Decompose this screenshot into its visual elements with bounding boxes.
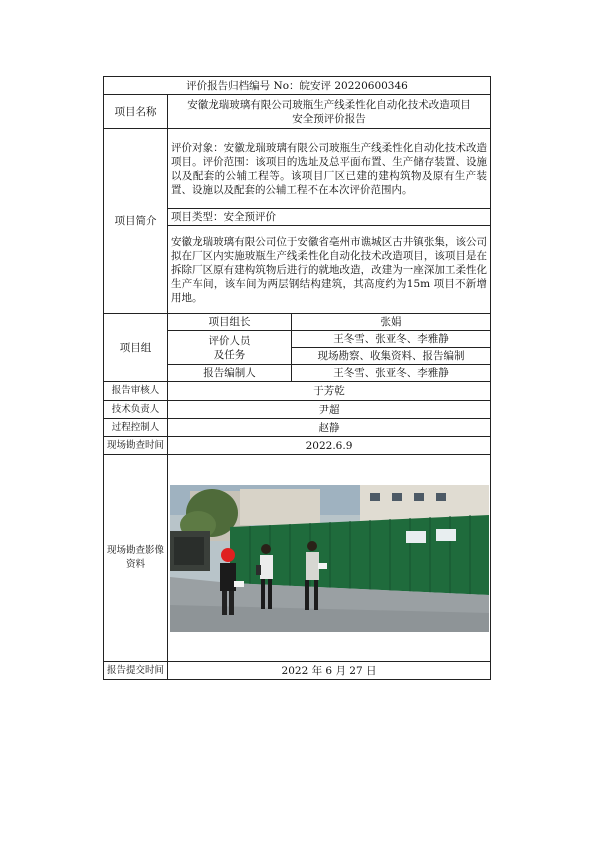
evaluators-label-line1: 评价人员: [208, 334, 251, 347]
archive-number: 评价报告归档编号 No：皖安评 20220600346: [104, 77, 491, 95]
evaluators-tasks-value: 现场勘察、收集资料、报告编制: [292, 348, 491, 365]
project-intro-label: 项目简介: [104, 129, 168, 314]
survey-photo-label-line1: 现场勘查影像: [106, 545, 164, 556]
evaluators-label: [168, 331, 292, 365]
evaluators-value: 王冬雪、张亚冬、李雅静: [292, 331, 491, 348]
record-table: [103, 76, 491, 680]
survey-photo-label: [104, 455, 168, 662]
report-compiler-value: 王冬雪、张亚冬、李雅静: [292, 365, 491, 382]
process-controller-label: 过程控制人: [104, 419, 168, 437]
evaluation-scope-text: 评价对象：安徽龙瑞玻璃有限公司玻瓶生产线柔性化自动化技术改造项目。评价范围：该项目的选址及总平面布置、生产储存装置、设施以及配套的公辅工程等。该项目厂区已建的建构筑物及原有生产装置、设施以及配套的公辅工程不在本次评价范围内。: [168, 129, 491, 209]
tech-lead-value: 尹超: [168, 401, 491, 419]
project-name-value: [168, 95, 491, 129]
team-leader-label: 项目组长: [168, 314, 292, 331]
reviewer-label: 报告审核人: [104, 382, 168, 401]
process-controller-value: 赵静: [168, 419, 491, 437]
submit-time-value: 2022 年 6 月 27 日: [168, 662, 491, 680]
project-type-text: 项目类型：安全预评价: [168, 209, 491, 226]
survey-photo-label-line2: 资料: [125, 559, 145, 570]
project-name-line1: 安徽龙瑞玻璃有限公司玻瓶生产线柔性化自动化技术改造项目: [187, 98, 471, 111]
submit-time-label: 报告提交时间: [104, 662, 168, 680]
project-name-label: 项目名称: [104, 95, 168, 129]
tech-lead-label: 技术负责人: [104, 401, 168, 419]
team-leader-value: 张娟: [292, 314, 491, 331]
survey-photo-cell: [168, 455, 491, 662]
evaluators-label-line2: 及任务: [213, 348, 246, 361]
project-name-line2: 安全预评价报告: [292, 112, 366, 125]
survey-time-value: 2022.6.9: [168, 437, 491, 455]
reviewer-value: 于芳乾: [168, 382, 491, 401]
project-description-text: 安徽龙瑞玻璃有限公司位于安徽省亳州市谯城区古井镇张集，该公司拟在厂区内实施玻瓶生产线柔性化自动化技术改造项目，该项目是在拆除厂区原有建构筑物后进行的就地改造，改建为一座深加工柔性化生产车间，该车间为两层钢结构建筑，其高度约为15m 项目不新增用地。: [168, 226, 491, 314]
site-survey-photo: [170, 485, 489, 632]
project-team-label: 项目组: [104, 314, 168, 382]
report-compiler-label: 报告编制人: [168, 365, 292, 382]
evaluation-record-sheet: [103, 76, 490, 680]
survey-time-label: 现场勘查时间: [104, 437, 168, 455]
